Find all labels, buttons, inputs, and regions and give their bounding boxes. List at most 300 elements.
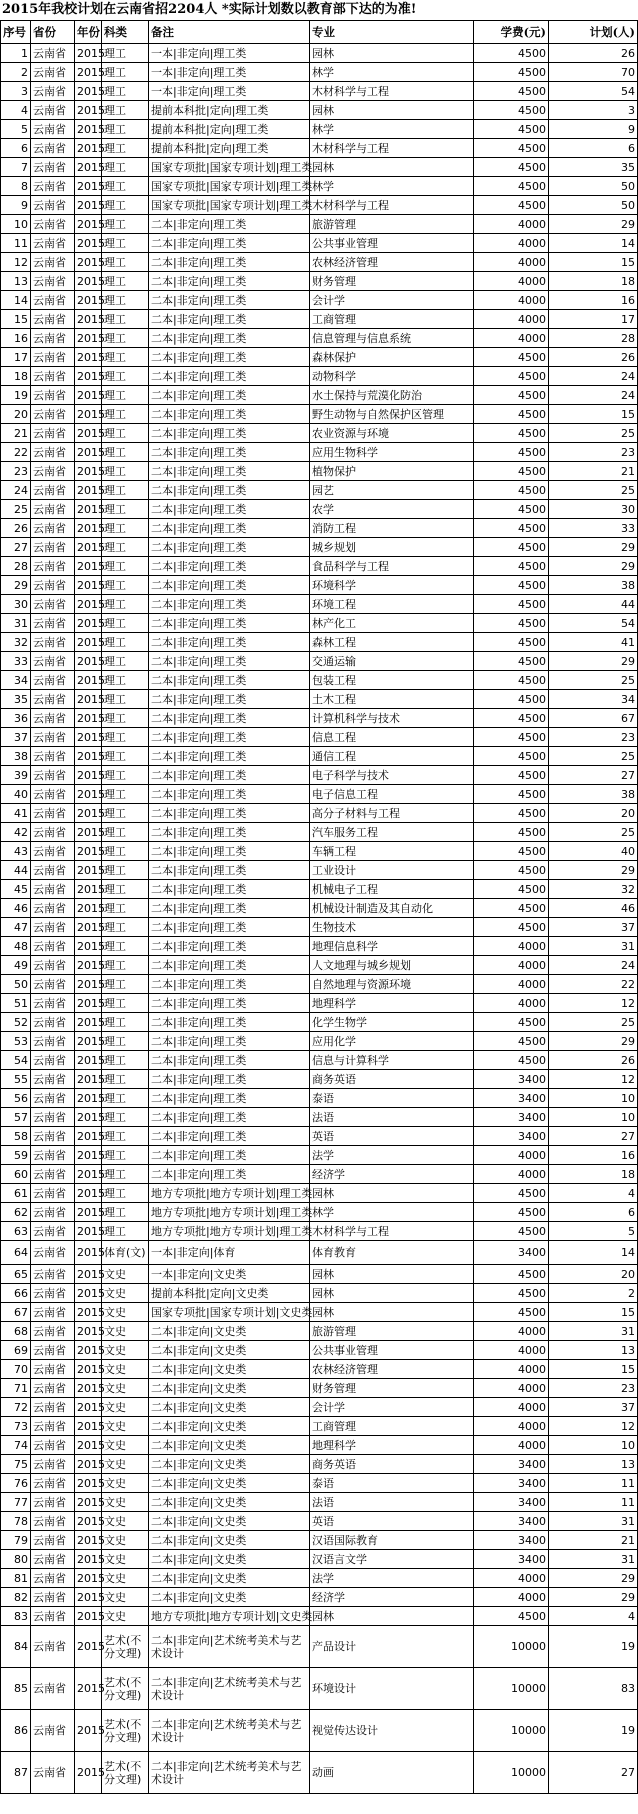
cell-province: 云南省 <box>31 215 75 234</box>
table-row <box>1 500 638 519</box>
cell-remark: 一本|非定向|体育 <box>149 1241 310 1265</box>
cell-year: 2015 <box>75 1569 102 1588</box>
cell-year: 2015 <box>75 272 102 291</box>
cell-plan: 25 <box>549 481 638 500</box>
cell-province: 云南省 <box>31 120 75 139</box>
table-row <box>1 1089 638 1108</box>
cell-year: 2015 <box>75 120 102 139</box>
cell-province: 云南省 <box>31 1303 75 1322</box>
cell-tuition: 4500 <box>474 595 549 614</box>
cell-major: 商务英语 <box>310 1455 474 1474</box>
cell-plan: 2 <box>549 1284 638 1303</box>
cell-tuition: 4000 <box>474 1322 549 1341</box>
cell-category: 理工 <box>102 975 149 994</box>
cell-year: 2015 <box>75 576 102 595</box>
cell-year: 2015 <box>75 481 102 500</box>
cell-tuition: 4000 <box>474 272 549 291</box>
cell-index: 54 <box>1 1051 31 1070</box>
cell-province: 云南省 <box>31 177 75 196</box>
cell-index: 22 <box>1 443 31 462</box>
cell-major: 计算机科学与技术 <box>310 709 474 728</box>
cell-category: 理工 <box>102 690 149 709</box>
cell-category: 文史 <box>102 1265 149 1284</box>
table-row <box>1 272 638 291</box>
cell-index: 31 <box>1 614 31 633</box>
cell-year: 2015 <box>75 443 102 462</box>
cell-category: 理工 <box>102 500 149 519</box>
cell-major: 法语 <box>310 1493 474 1512</box>
cell-year: 2015 <box>75 1322 102 1341</box>
cell-plan: 21 <box>549 1531 638 1550</box>
cell-tuition: 4500 <box>474 63 549 82</box>
cell-tuition: 4000 <box>474 215 549 234</box>
table-row <box>1 329 638 348</box>
cell-plan: 50 <box>549 196 638 215</box>
cell-category: 理工 <box>102 462 149 481</box>
cell-plan: 23 <box>549 728 638 747</box>
cell-plan: 11 <box>549 1474 638 1493</box>
cell-category: 理工 <box>102 595 149 614</box>
cell-major: 应用生物科学 <box>310 443 474 462</box>
cell-category: 理工 <box>102 937 149 956</box>
cell-index: 11 <box>1 234 31 253</box>
cell-remark: 地方专项批|地方专项计划|理工类 <box>149 1184 310 1203</box>
table-row <box>1 234 638 253</box>
cell-major: 园林 <box>310 1607 474 1626</box>
cell-remark: 二本|非定向|理工类 <box>149 272 310 291</box>
cell-tuition: 4500 <box>474 899 549 918</box>
cell-index: 86 <box>1 1710 31 1752</box>
cell-province: 云南省 <box>31 1607 75 1626</box>
cell-year: 2015 <box>75 1398 102 1417</box>
cell-category: 艺术(不分文理) <box>102 1626 149 1668</box>
cell-remark: 二本|非定向|理工类 <box>149 633 310 652</box>
cell-province: 云南省 <box>31 1203 75 1222</box>
cell-tuition: 3400 <box>474 1455 549 1474</box>
cell-tuition: 4500 <box>474 1051 549 1070</box>
cell-tuition: 4500 <box>474 348 549 367</box>
cell-tuition: 4500 <box>474 842 549 861</box>
cell-province: 云南省 <box>31 348 75 367</box>
cell-remark: 二本|非定向|理工类 <box>149 823 310 842</box>
cell-tuition: 4500 <box>474 690 549 709</box>
cell-year: 2015 <box>75 728 102 747</box>
cell-tuition: 10000 <box>474 1710 549 1752</box>
table-row <box>1 367 638 386</box>
cell-tuition: 4500 <box>474 652 549 671</box>
cell-tuition: 4500 <box>474 367 549 386</box>
cell-province: 云南省 <box>31 1360 75 1379</box>
cell-tuition: 4500 <box>474 1607 549 1626</box>
table-row <box>1 1127 638 1146</box>
cell-year: 2015 <box>75 766 102 785</box>
cell-province: 云南省 <box>31 1070 75 1089</box>
cell-index: 57 <box>1 1108 31 1127</box>
table-row <box>1 1710 638 1752</box>
cell-index: 65 <box>1 1265 31 1284</box>
cell-plan: 15 <box>549 1303 638 1322</box>
cell-tuition: 4500 <box>474 1203 549 1222</box>
cell-tuition: 3400 <box>474 1493 549 1512</box>
cell-tuition: 4000 <box>474 956 549 975</box>
cell-index: 69 <box>1 1341 31 1360</box>
table-row <box>1 804 638 823</box>
cell-category: 理工 <box>102 1089 149 1108</box>
cell-index: 24 <box>1 481 31 500</box>
cell-province: 云南省 <box>31 1013 75 1032</box>
cell-major: 财务管理 <box>310 272 474 291</box>
cell-remark: 二本|非定向|理工类 <box>149 481 310 500</box>
cell-tuition: 4500 <box>474 1032 549 1051</box>
cell-index: 33 <box>1 652 31 671</box>
cell-category: 文史 <box>102 1284 149 1303</box>
cell-year: 2015 <box>75 633 102 652</box>
cell-category: 理工 <box>102 1070 149 1089</box>
cell-category: 文史 <box>102 1341 149 1360</box>
cell-plan: 19 <box>549 1626 638 1668</box>
cell-major: 应用化学 <box>310 1032 474 1051</box>
cell-tuition: 4000 <box>474 1417 549 1436</box>
cell-index: 53 <box>1 1032 31 1051</box>
cell-province: 云南省 <box>31 1184 75 1203</box>
cell-category: 文史 <box>102 1493 149 1512</box>
cell-remark: 二本|非定向|理工类 <box>149 994 310 1013</box>
cell-tuition: 4500 <box>474 614 549 633</box>
cell-remark: 二本|非定向|理工类 <box>149 519 310 538</box>
cell-category: 文史 <box>102 1379 149 1398</box>
cell-tuition: 4500 <box>474 44 549 63</box>
cell-index: 55 <box>1 1070 31 1089</box>
cell-category: 理工 <box>102 804 149 823</box>
table-row <box>1 633 638 652</box>
cell-year: 2015 <box>75 1265 102 1284</box>
cell-year: 2015 <box>75 139 102 158</box>
cell-category: 理工 <box>102 861 149 880</box>
table-row <box>1 1265 638 1284</box>
cell-year: 2015 <box>75 462 102 481</box>
cell-province: 云南省 <box>31 196 75 215</box>
cell-category: 理工 <box>102 842 149 861</box>
cell-tuition: 4500 <box>474 1013 549 1032</box>
cell-tuition: 4500 <box>474 804 549 823</box>
cell-plan: 31 <box>549 1322 638 1341</box>
cell-major: 消防工程 <box>310 519 474 538</box>
cell-province: 云南省 <box>31 44 75 63</box>
cell-major: 环境设计 <box>310 1668 474 1710</box>
cell-plan: 12 <box>549 1417 638 1436</box>
cell-index: 34 <box>1 671 31 690</box>
cell-major: 林学 <box>310 177 474 196</box>
cell-province: 云南省 <box>31 1108 75 1127</box>
cell-remark: 二本|非定向|理工类 <box>149 652 310 671</box>
cell-major: 法语 <box>310 1108 474 1127</box>
cell-year: 2015 <box>75 1417 102 1436</box>
cell-tuition: 4500 <box>474 462 549 481</box>
cell-category: 理工 <box>102 956 149 975</box>
cell-tuition: 4000 <box>474 1588 549 1607</box>
cell-remark: 二本|非定向|理工类 <box>149 766 310 785</box>
cell-index: 76 <box>1 1474 31 1493</box>
cell-category: 理工 <box>102 823 149 842</box>
table-row <box>1 1512 638 1531</box>
cell-remark: 二本|非定向|理工类 <box>149 443 310 462</box>
table-row <box>1 1146 638 1165</box>
cell-plan: 29 <box>549 1588 638 1607</box>
cell-province: 云南省 <box>31 1417 75 1436</box>
cell-plan: 20 <box>549 1265 638 1284</box>
cell-remark: 二本|非定向|艺术统考美术与艺术设计 <box>149 1626 310 1668</box>
table-row <box>1 956 638 975</box>
cell-index: 50 <box>1 975 31 994</box>
table-row <box>1 1222 638 1241</box>
header-plan: 计划(人) <box>549 21 638 44</box>
cell-major: 高分子材料与工程 <box>310 804 474 823</box>
cell-major: 机械设计制造及其自动化 <box>310 899 474 918</box>
cell-index: 48 <box>1 937 31 956</box>
cell-remark: 二本|非定向|理工类 <box>149 1070 310 1089</box>
table-row <box>1 405 638 424</box>
cell-tuition: 3400 <box>474 1531 549 1550</box>
table-row <box>1 1070 638 1089</box>
table-row <box>1 1303 638 1322</box>
cell-tuition: 4000 <box>474 234 549 253</box>
cell-index: 81 <box>1 1569 31 1588</box>
cell-tuition: 4000 <box>474 1436 549 1455</box>
cell-province: 云南省 <box>31 272 75 291</box>
cell-remark: 提前本科批|定向|理工类 <box>149 120 310 139</box>
header-major: 专业 <box>310 21 474 44</box>
cell-index: 28 <box>1 557 31 576</box>
cell-plan: 10 <box>549 1108 638 1127</box>
cell-province: 云南省 <box>31 1241 75 1265</box>
cell-category: 理工 <box>102 443 149 462</box>
cell-category: 理工 <box>102 139 149 158</box>
cell-province: 云南省 <box>31 861 75 880</box>
cell-remark: 二本|非定向|理工类 <box>149 500 310 519</box>
cell-tuition: 4000 <box>474 329 549 348</box>
cell-major: 经济学 <box>310 1165 474 1184</box>
cell-remark: 二本|非定向|文史类 <box>149 1341 310 1360</box>
cell-tuition: 4000 <box>474 1360 549 1379</box>
cell-plan: 21 <box>549 462 638 481</box>
cell-remark: 二本|非定向|理工类 <box>149 1108 310 1127</box>
cell-major: 财务管理 <box>310 1379 474 1398</box>
cell-index: 37 <box>1 728 31 747</box>
cell-year: 2015 <box>75 367 102 386</box>
cell-major: 园林 <box>310 44 474 63</box>
cell-index: 67 <box>1 1303 31 1322</box>
cell-category: 理工 <box>102 291 149 310</box>
cell-remark: 二本|非定向|文史类 <box>149 1455 310 1474</box>
cell-year: 2015 <box>75 348 102 367</box>
table-row <box>1 1398 638 1417</box>
table-row <box>1 291 638 310</box>
table-row <box>1 44 638 63</box>
cell-year: 2015 <box>75 538 102 557</box>
cell-index: 4 <box>1 101 31 120</box>
cell-tuition: 4500 <box>474 823 549 842</box>
cell-province: 云南省 <box>31 538 75 557</box>
cell-remark: 提前本科批|定向|理工类 <box>149 101 310 120</box>
cell-category: 理工 <box>102 538 149 557</box>
cell-major: 林产化工 <box>310 614 474 633</box>
cell-province: 云南省 <box>31 633 75 652</box>
cell-plan: 44 <box>549 595 638 614</box>
cell-category: 理工 <box>102 82 149 101</box>
cell-year: 2015 <box>75 1032 102 1051</box>
cell-major: 法学 <box>310 1146 474 1165</box>
table-row <box>1 82 638 101</box>
cell-category: 理工 <box>102 481 149 500</box>
cell-tuition: 4500 <box>474 1284 549 1303</box>
cell-index: 2 <box>1 63 31 82</box>
cell-index: 40 <box>1 785 31 804</box>
cell-major: 水土保持与荒漠化防治 <box>310 386 474 405</box>
cell-year: 2015 <box>75 101 102 120</box>
cell-province: 云南省 <box>31 994 75 1013</box>
cell-category: 理工 <box>102 386 149 405</box>
cell-province: 云南省 <box>31 424 75 443</box>
cell-category: 理工 <box>102 1108 149 1127</box>
table-row <box>1 1752 638 1794</box>
cell-tuition: 4500 <box>474 709 549 728</box>
cell-province: 云南省 <box>31 1512 75 1531</box>
cell-plan: 23 <box>549 443 638 462</box>
cell-province: 云南省 <box>31 443 75 462</box>
cell-remark: 二本|非定向|理工类 <box>149 690 310 709</box>
table-row <box>1 424 638 443</box>
cell-major: 木材科学与工程 <box>310 82 474 101</box>
cell-index: 49 <box>1 956 31 975</box>
cell-major: 环境工程 <box>310 595 474 614</box>
cell-plan: 25 <box>549 823 638 842</box>
cell-remark: 二本|非定向|理工类 <box>149 367 310 386</box>
cell-province: 云南省 <box>31 1752 75 1794</box>
cell-major: 通信工程 <box>310 747 474 766</box>
cell-province: 云南省 <box>31 1398 75 1417</box>
cell-plan: 18 <box>549 272 638 291</box>
cell-province: 云南省 <box>31 291 75 310</box>
cell-category: 理工 <box>102 177 149 196</box>
cell-tuition: 4000 <box>474 975 549 994</box>
cell-province: 云南省 <box>31 842 75 861</box>
cell-index: 6 <box>1 139 31 158</box>
cell-major: 自然地理与资源环境 <box>310 975 474 994</box>
cell-category: 体育(文) <box>102 1241 149 1265</box>
cell-year: 2015 <box>75 424 102 443</box>
table-row <box>1 709 638 728</box>
cell-major: 农林经济管理 <box>310 253 474 272</box>
cell-tuition: 3400 <box>474 1070 549 1089</box>
cell-category: 理工 <box>102 44 149 63</box>
cell-plan: 4 <box>549 1184 638 1203</box>
cell-year: 2015 <box>75 1607 102 1626</box>
table-row <box>1 671 638 690</box>
cell-tuition: 3400 <box>474 1127 549 1146</box>
cell-province: 云南省 <box>31 310 75 329</box>
cell-year: 2015 <box>75 671 102 690</box>
cell-category: 理工 <box>102 1165 149 1184</box>
cell-index: 25 <box>1 500 31 519</box>
cell-category: 理工 <box>102 557 149 576</box>
cell-tuition: 4500 <box>474 861 549 880</box>
table-row <box>1 177 638 196</box>
cell-remark: 二本|非定向|理工类 <box>149 975 310 994</box>
cell-remark: 二本|非定向|理工类 <box>149 424 310 443</box>
cell-remark: 二本|非定向|理工类 <box>149 842 310 861</box>
cell-province: 云南省 <box>31 1531 75 1550</box>
cell-category: 艺术(不分文理) <box>102 1668 149 1710</box>
table-row <box>1 880 638 899</box>
cell-province: 云南省 <box>31 975 75 994</box>
cell-year: 2015 <box>75 329 102 348</box>
cell-major: 经济学 <box>310 1588 474 1607</box>
cell-province: 云南省 <box>31 557 75 576</box>
cell-tuition: 4500 <box>474 500 549 519</box>
cell-remark: 地方专项批|地方专项计划|文史类 <box>149 1607 310 1626</box>
cell-province: 云南省 <box>31 1493 75 1512</box>
cell-plan: 31 <box>549 1512 638 1531</box>
cell-province: 云南省 <box>31 690 75 709</box>
cell-index: 26 <box>1 519 31 538</box>
cell-plan: 25 <box>549 747 638 766</box>
table-row <box>1 1455 638 1474</box>
cell-plan: 24 <box>549 367 638 386</box>
cell-tuition: 4500 <box>474 785 549 804</box>
cell-remark: 二本|非定向|理工类 <box>149 861 310 880</box>
cell-index: 20 <box>1 405 31 424</box>
cell-tuition: 4500 <box>474 1184 549 1203</box>
cell-index: 18 <box>1 367 31 386</box>
table-row <box>1 215 638 234</box>
cell-category: 文史 <box>102 1455 149 1474</box>
cell-year: 2015 <box>75 1203 102 1222</box>
cell-index: 41 <box>1 804 31 823</box>
cell-major: 农业资源与环境 <box>310 424 474 443</box>
cell-remark: 一本|非定向|理工类 <box>149 82 310 101</box>
cell-tuition: 4500 <box>474 576 549 595</box>
cell-remark: 二本|非定向|文史类 <box>149 1550 310 1569</box>
cell-plan: 46 <box>549 899 638 918</box>
cell-province: 云南省 <box>31 386 75 405</box>
table-row <box>1 1341 638 1360</box>
cell-plan: 38 <box>549 576 638 595</box>
cell-remark: 二本|非定向|理工类 <box>149 348 310 367</box>
cell-plan: 27 <box>549 1127 638 1146</box>
cell-major: 车辆工程 <box>310 842 474 861</box>
table-row <box>1 1013 638 1032</box>
table-row <box>1 1474 638 1493</box>
cell-year: 2015 <box>75 386 102 405</box>
cell-index: 17 <box>1 348 31 367</box>
cell-remark: 二本|非定向|理工类 <box>149 310 310 329</box>
cell-year: 2015 <box>75 291 102 310</box>
cell-category: 理工 <box>102 1203 149 1222</box>
cell-category: 理工 <box>102 1127 149 1146</box>
cell-year: 2015 <box>75 899 102 918</box>
header-index: 序号 <box>1 21 31 44</box>
table-row <box>1 652 638 671</box>
cell-plan: 31 <box>549 937 638 956</box>
cell-major: 公共事业管理 <box>310 1341 474 1360</box>
cell-province: 云南省 <box>31 823 75 842</box>
cell-category: 理工 <box>102 158 149 177</box>
table-row <box>1 1531 638 1550</box>
cell-major: 汉语言文学 <box>310 1550 474 1569</box>
cell-tuition: 4500 <box>474 728 549 747</box>
cell-year: 2015 <box>75 1108 102 1127</box>
cell-plan: 24 <box>549 956 638 975</box>
